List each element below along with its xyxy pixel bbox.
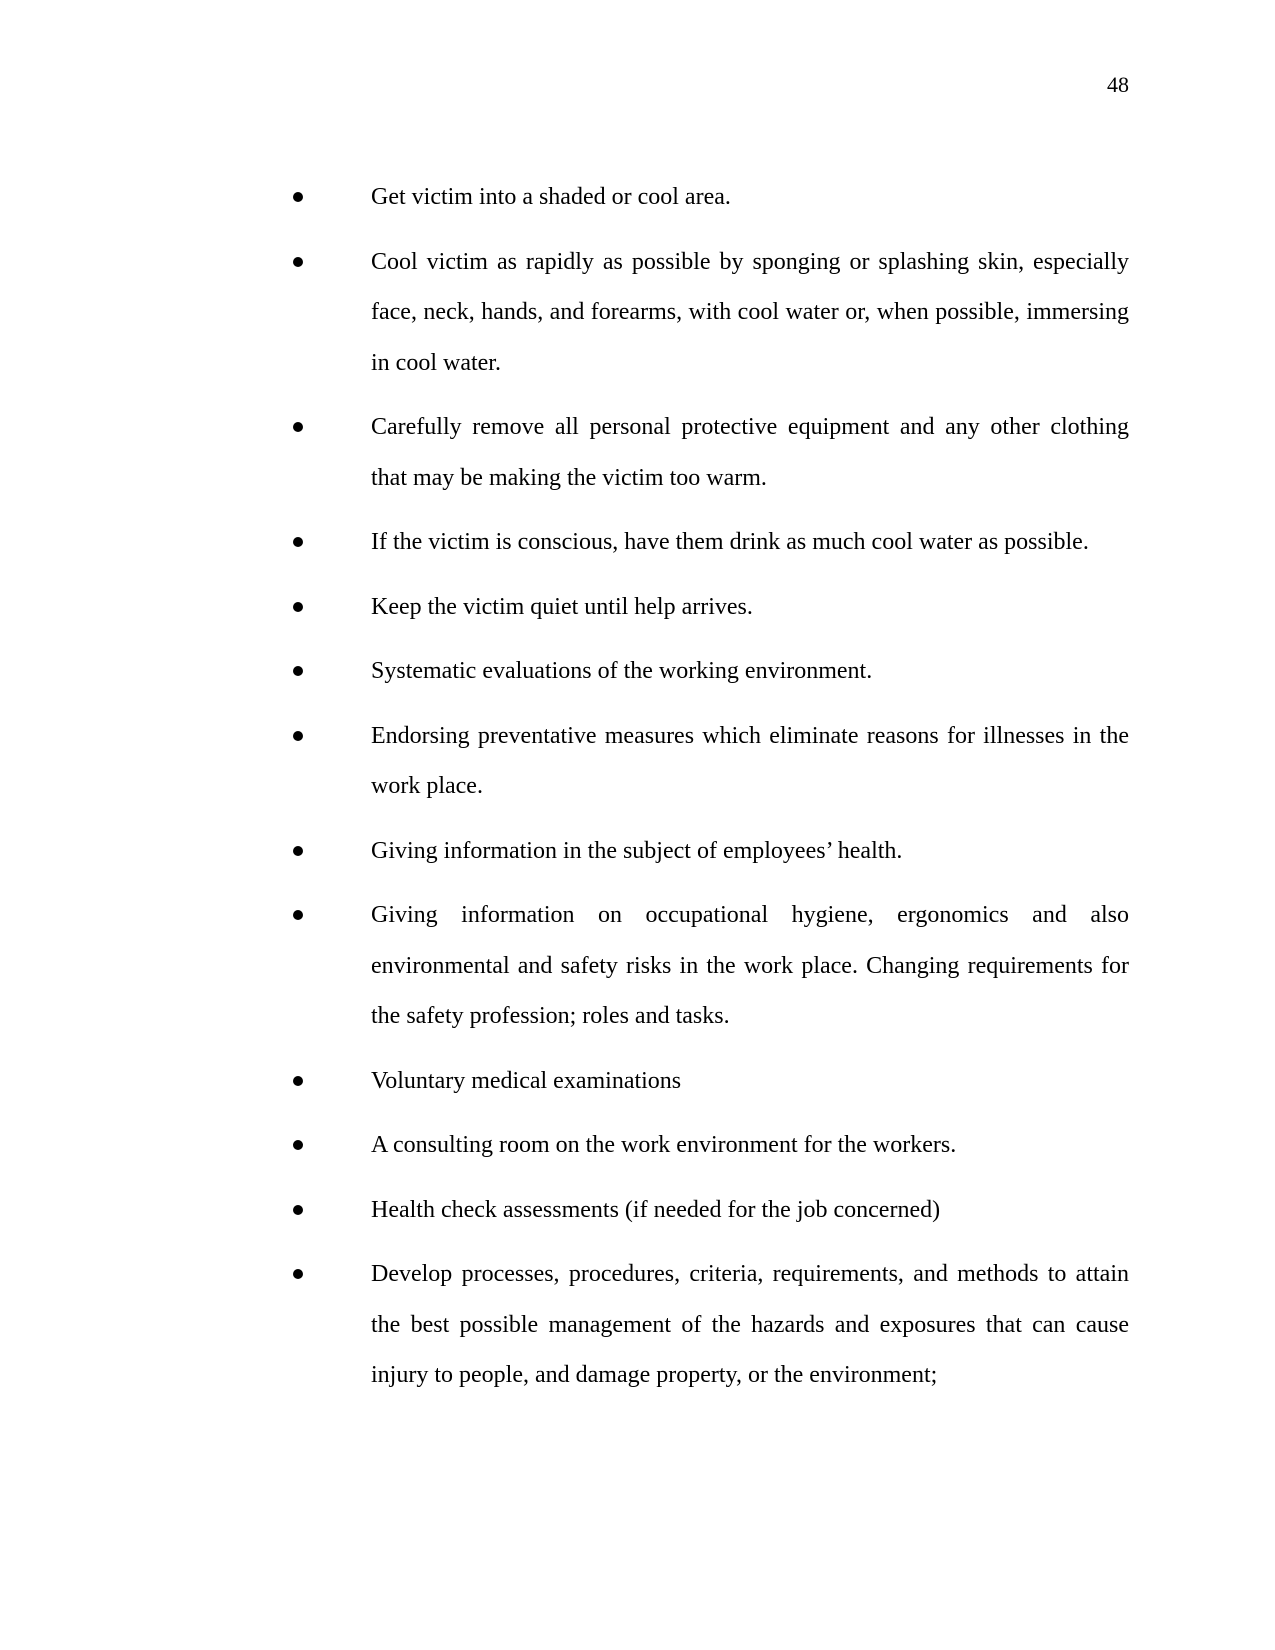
list-item-text: Carefully remove all personal protective equipment and any other clothing that may be making the victim too warm. [371, 414, 1129, 491]
list-item-text: Voluntary medical examinations [371, 1067, 682, 1094]
list-item-text: Health check assessments (if needed for the job concerned) [371, 1196, 941, 1223]
list-item [292, 402, 1129, 503]
bullet-icon [292, 1249, 371, 1299]
list-item [292, 826, 1129, 877]
bullet-icon [292, 1056, 371, 1106]
bullet-icon [292, 1185, 371, 1235]
page-number: 48 [1107, 72, 1129, 97]
list-item-text: If the victim is conscious, have them drink as much cool water as possible. [371, 529, 1089, 555]
list-item-text: Get victim into a shaded or cool area. [371, 184, 731, 210]
list-item [292, 1056, 1129, 1107]
bullet-icon [292, 826, 371, 876]
list-item [292, 582, 1129, 633]
bullet-icon [292, 646, 371, 696]
list-item-text: A consulting room on the work environment for the workers. [371, 1132, 957, 1158]
list-item-text: Cool victim as rapidly as possible by sponging or splashing skin, especially face, neck, hands, and forearms, with cool water or, when possible, immersing in cool water. [371, 248, 1129, 376]
list-item [292, 646, 1129, 697]
list-item-text: Giving information in the subject of employees’ health. [371, 837, 903, 864]
list-item [292, 890, 1129, 1042]
list-item [292, 237, 1129, 389]
list-item [292, 172, 1129, 223]
list-item [292, 711, 1129, 812]
bullet-icon [292, 237, 371, 287]
list-item [292, 517, 1129, 568]
bullet-icon [292, 517, 371, 567]
bullet-icon [292, 172, 371, 222]
bullet-icon [292, 582, 371, 632]
list-item-text: Giving information on occupational hygiene, ergonomics and also environmental and safety risks in the work place. Changing requirements for the safety profession; roles and tasks. [371, 902, 1129, 1029]
list-item-text: Develop processes, procedures, criteria, requirements, and methods to attain the best possible management of the hazards and exposures that can cause injury to people, and damage property, or the environment; [371, 1261, 1129, 1388]
list-item [292, 1249, 1129, 1401]
bullet-list [292, 172, 1129, 1415]
list-item-text: Endorsing preventative measures which eliminate reasons for illnesses in the work place. [371, 722, 1129, 799]
list-item-text: Keep the victim quiet until help arrives. [371, 593, 753, 620]
bullet-icon [292, 402, 371, 452]
bullet-icon [292, 711, 371, 761]
bullet-icon [292, 1120, 371, 1170]
list-item [292, 1120, 1129, 1171]
list-item [292, 1185, 1129, 1236]
bullet-icon [292, 890, 371, 940]
list-item-text: Systematic evaluations of the working environment. [371, 658, 873, 684]
